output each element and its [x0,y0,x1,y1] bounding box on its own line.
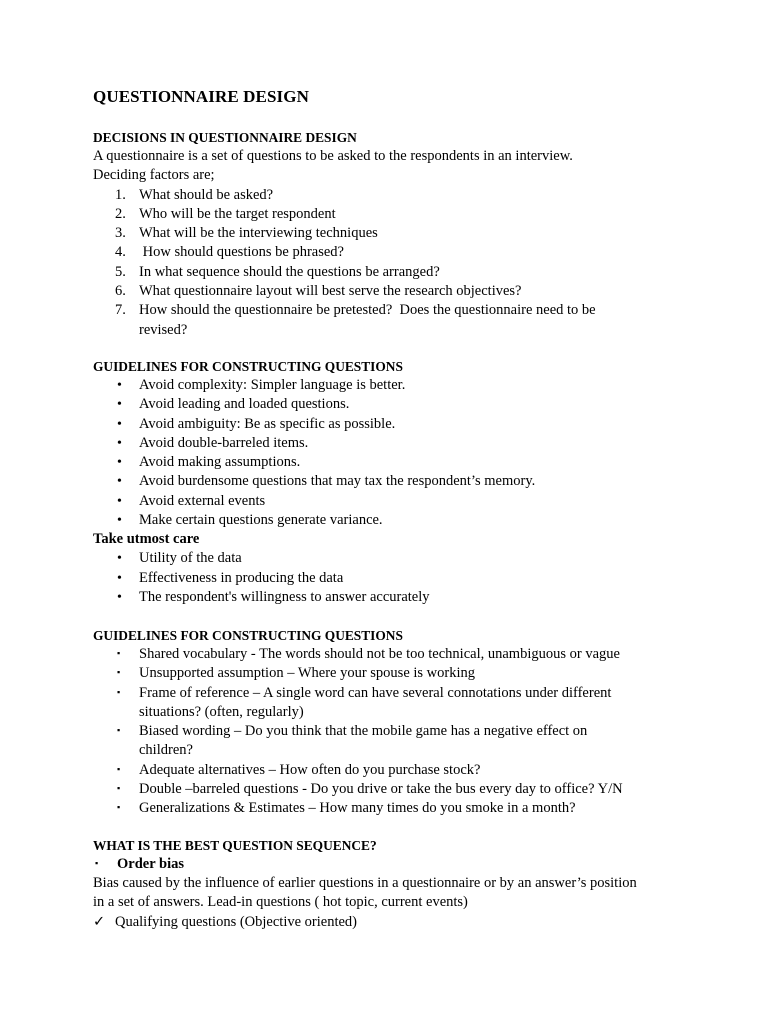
list-item [93,472,693,491]
list-item-continuation: situations? (often, regularly) [139,703,304,720]
list-item [93,282,693,301]
bullet-marker: • [117,551,122,567]
list-item-text: Biased wording – Do you think that the mobile game has a negative effect on [139,723,588,740]
list-item [93,492,693,511]
subheading [93,855,713,874]
square-bullet-icon: ▪ [117,686,121,697]
bullet-marker: • [117,589,122,605]
numbered-list [93,186,693,340]
bullet-marker: • [117,397,122,413]
list-item [93,511,693,530]
list-item-text: Avoid ambiguity: Be as specific as possible. [139,415,396,432]
square-bullet-icon: ▪ [117,763,121,774]
list-item-text: Double –barreled questions - Do you drive or take the bus every day to office? Y/N [139,781,623,798]
check-item [93,913,713,932]
bullet-marker: • [117,435,122,451]
list-item-text: Who will be the target respondent [139,205,336,222]
subheading: Take utmost care [93,531,200,548]
bullet-list [93,549,693,607]
list-item [93,205,693,224]
list-number: 5. [115,263,126,280]
section-heading: DECISIONS IN QUESTIONNAIRE DESIGN [93,130,357,145]
bullet-marker: • [117,416,122,432]
checkmark-icon: ✓ [93,913,106,930]
list-number: 3. [115,225,126,242]
list-item-text: In what sequence should the questions be arranged? [139,263,440,280]
list-number: 7. [115,302,126,319]
bullet-marker: • [117,474,122,490]
guidelines-section-2 [93,626,693,819]
list-number: 2. [115,205,126,222]
list-item-text: Avoid leading and loaded questions. [139,396,350,413]
list-item [93,761,693,780]
list-item-text: How should questions be phrased? [139,244,344,261]
list-item-text: Shared vocabulary - The words should not be too technical, unambiguous or vague [139,646,620,662]
list-item-text: Frame of reference – A single word can have several connotations under different [139,684,612,701]
list-item [93,376,693,395]
list-item-text: Avoid complexity: Simpler language is better. [139,377,406,393]
decisions-section [93,128,693,340]
section-heading: GUIDELINES FOR CONSTRUCTING QUESTIONS [93,359,403,374]
list-item [93,569,693,588]
list-item [93,224,693,243]
list-item-text: Unsupported assumption – Where your spouse is working [139,665,476,682]
bullet-marker: • [117,493,122,509]
bullet-marker: • [117,513,122,529]
list-item [93,434,693,453]
list-item-text: What will be the interviewing techniques [139,225,378,242]
square-bullet-icon: ▪ [117,783,121,794]
section-heading: WHAT IS THE BEST QUESTION SEQUENCE? [93,838,377,853]
paragraph: Bias caused by the influence of earlier questions in a questionnaire or by an answer’s position [93,875,637,891]
list-item-text: How should the questionnaire be pretested? Does the questionnaire need to be [139,302,596,319]
list-item-text: Avoid making assumptions. [139,454,301,471]
list-item [93,684,693,723]
list-item-text: Avoid burdensome questions that may tax the respondent’s memory. [139,473,536,490]
list-item [93,415,693,434]
list-item-text: Generalizations & Estimates – How many times do you smoke in a month? [139,800,576,817]
list-item [93,645,693,664]
square-bullet-icon: ▪ [117,667,121,678]
square-bullet-icon: ▪ [95,858,99,868]
list-item-continuation: children? [139,742,193,759]
bullet-marker: • [117,570,122,586]
square-bullet-list [93,645,693,819]
list-item-text: What should be asked? [139,186,274,203]
list-item-text: What questionnaire layout will best serve the research objectives? [139,283,522,300]
list-item [93,780,693,799]
section-heading: GUIDELINES FOR CONSTRUCTING QUESTIONS [93,628,403,643]
list-item-text: Make certain questions generate variance. [139,512,383,529]
sequence-section [93,836,713,932]
paragraph: Deciding factors are; [93,167,215,184]
list-number: 1. [115,186,126,203]
page-title: QUESTIONNAIRE DESIGN [93,87,309,106]
list-item [93,588,693,607]
subheading-text: Order bias [117,856,184,872]
list-item-text: Utility of the data [139,550,242,567]
list-item-text: Avoid external events [139,492,266,509]
list-item [93,301,693,340]
square-bullet-icon: ▪ [117,648,121,658]
list-item-text: Effectiveness in producing the data [139,569,344,586]
bullet-marker: • [117,455,122,471]
square-bullet-icon: ▪ [117,725,121,736]
list-item [93,722,693,761]
square-bullet-icon: ▪ [117,802,121,813]
list-item [93,453,693,472]
list-item-continuation: revised? [139,321,188,338]
list-item-text: Avoid double-barreled items. [139,434,309,451]
list-item [93,395,693,414]
list-item [93,549,693,568]
bullet-list [93,376,693,530]
paragraph: A questionnaire is a set of questions to be asked to the respondents in an interview. [93,148,573,164]
list-item-text: Adequate alternatives – How often do you purchase stock? [139,761,481,778]
list-number: 6. [115,283,126,300]
list-item-text: The respondent's willingness to answer accurately [139,588,430,605]
guidelines-section-1 [93,357,693,607]
paragraph: in a set of answers. Lead-in questions ( hot topic, current events) [93,894,468,911]
check-item-text: Qualifying questions (Objective oriented) [115,913,358,930]
bullet-marker: • [117,378,122,393]
list-item [93,186,693,205]
list-item [93,263,693,282]
list-item [93,243,693,262]
list-item [93,664,693,683]
list-item [93,799,693,818]
list-number: 4. [115,244,126,261]
